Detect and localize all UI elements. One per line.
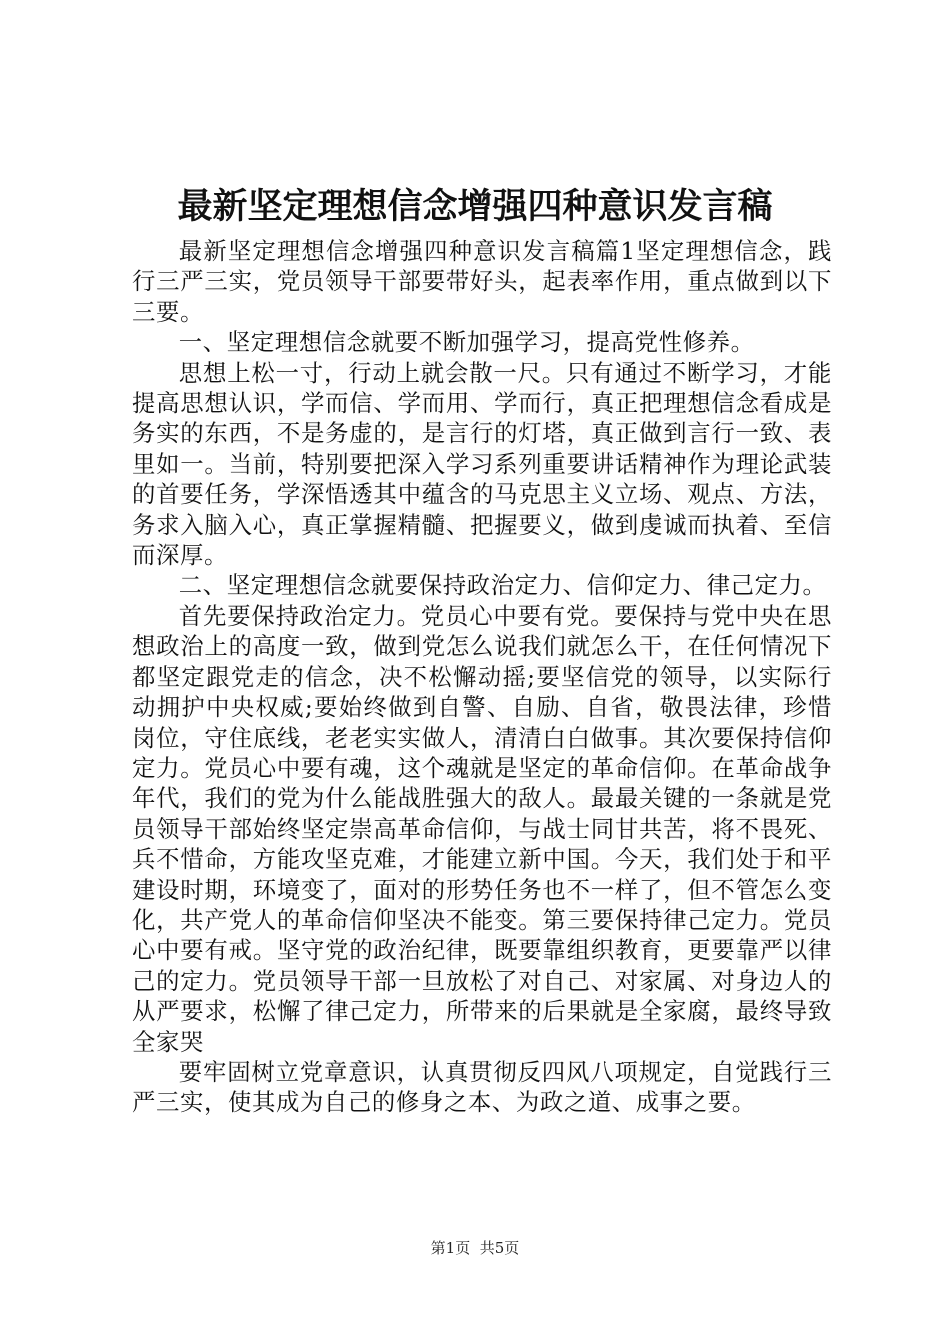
document-body <box>132 236 832 1118</box>
paragraph-heading-one: 一、坚定理想信念就要不断加强学习，提高党性修养。 <box>178 328 755 357</box>
page-total: 共5页 <box>479 1239 520 1257</box>
paragraph-intro: 最新坚定理想信念增强四种意识发言稿篇1坚定理想信念，践行三严三实，党员领导干部要带好头，起表率作用，重点做到以下三要。 <box>132 237 832 326</box>
footer-spacer <box>470 1239 480 1257</box>
page-footer <box>0 1238 950 1258</box>
page-number: 第1页 <box>430 1239 471 1257</box>
paragraph-party-constitution: 要牢固树立党章意识，认真贯彻反四风八项规定，自觉践行三严三实，使其成为自己的修身之本、为政之道、成事之要。 <box>132 1057 832 1117</box>
paragraph-study: 思想上松一寸，行动上就会散一尺。只有通过不断学习，才能提高思想认识，学而信、学而用、学而行，真正把理想信念看成是务实的东西，不是务虚的，是言行的灯塔，真正做到言行一致、表里如一。当前，特别要把深入学习系列重要讲话精神作为理论武装的首要任务，学深悟透其中蕴含的马克思主义立场、观点、方法，务求入脑入心，真正掌握精髓、把握要义，做到虔诚而执着、至信而深厚。 <box>132 358 832 570</box>
document-title: 最新坚定理想信念增强四种意识发言稿 <box>177 186 773 227</box>
paragraph-three-forces: 首先要保持政治定力。党员心中要有党。要保持与党中央在思想政治上的高度一致，做到党怎么说我们就怎么干，在任何情况下都坚定跟党走的信念，决不松懈动摇;要坚信党的领导，以实际行动拥护中央权威;要始终做到自警、自励、自省，敬畏法律，珍惜岗位，守住底线，老老实实做人，清清白白做事。其次要保持信仰定力。党员心中要有魂，这个魂就是坚定的革命信仰。在革命战争年代，我们的党为什么能战胜强大的敌人。最最关键的一条就是党员领导干部始终坚定崇高革命信仰，与战士同甘共苦，将不畏死、兵不惜命，方能攻坚克难，才能建立新中国。今天，我们处于和平建设时期，环境变了，面对的形势任务也不一样了，但不管怎么变化，共产党人的革命信仰坚决不能变。第三要保持律己定力。党员心中要有戒。坚守党的政治纪律，既要靠组织教育，更要靠严以律己的定力。党员领导干部一旦放松了对自己、对家属、对身边人的从严要求，松懈了律己定力，所带来的后果就是全家腐，最终导致全家哭 <box>132 601 832 1056</box>
paragraph-heading-two: 二、坚定理想信念就要保持政治定力、信仰定力、律己定力。 <box>178 571 827 600</box>
